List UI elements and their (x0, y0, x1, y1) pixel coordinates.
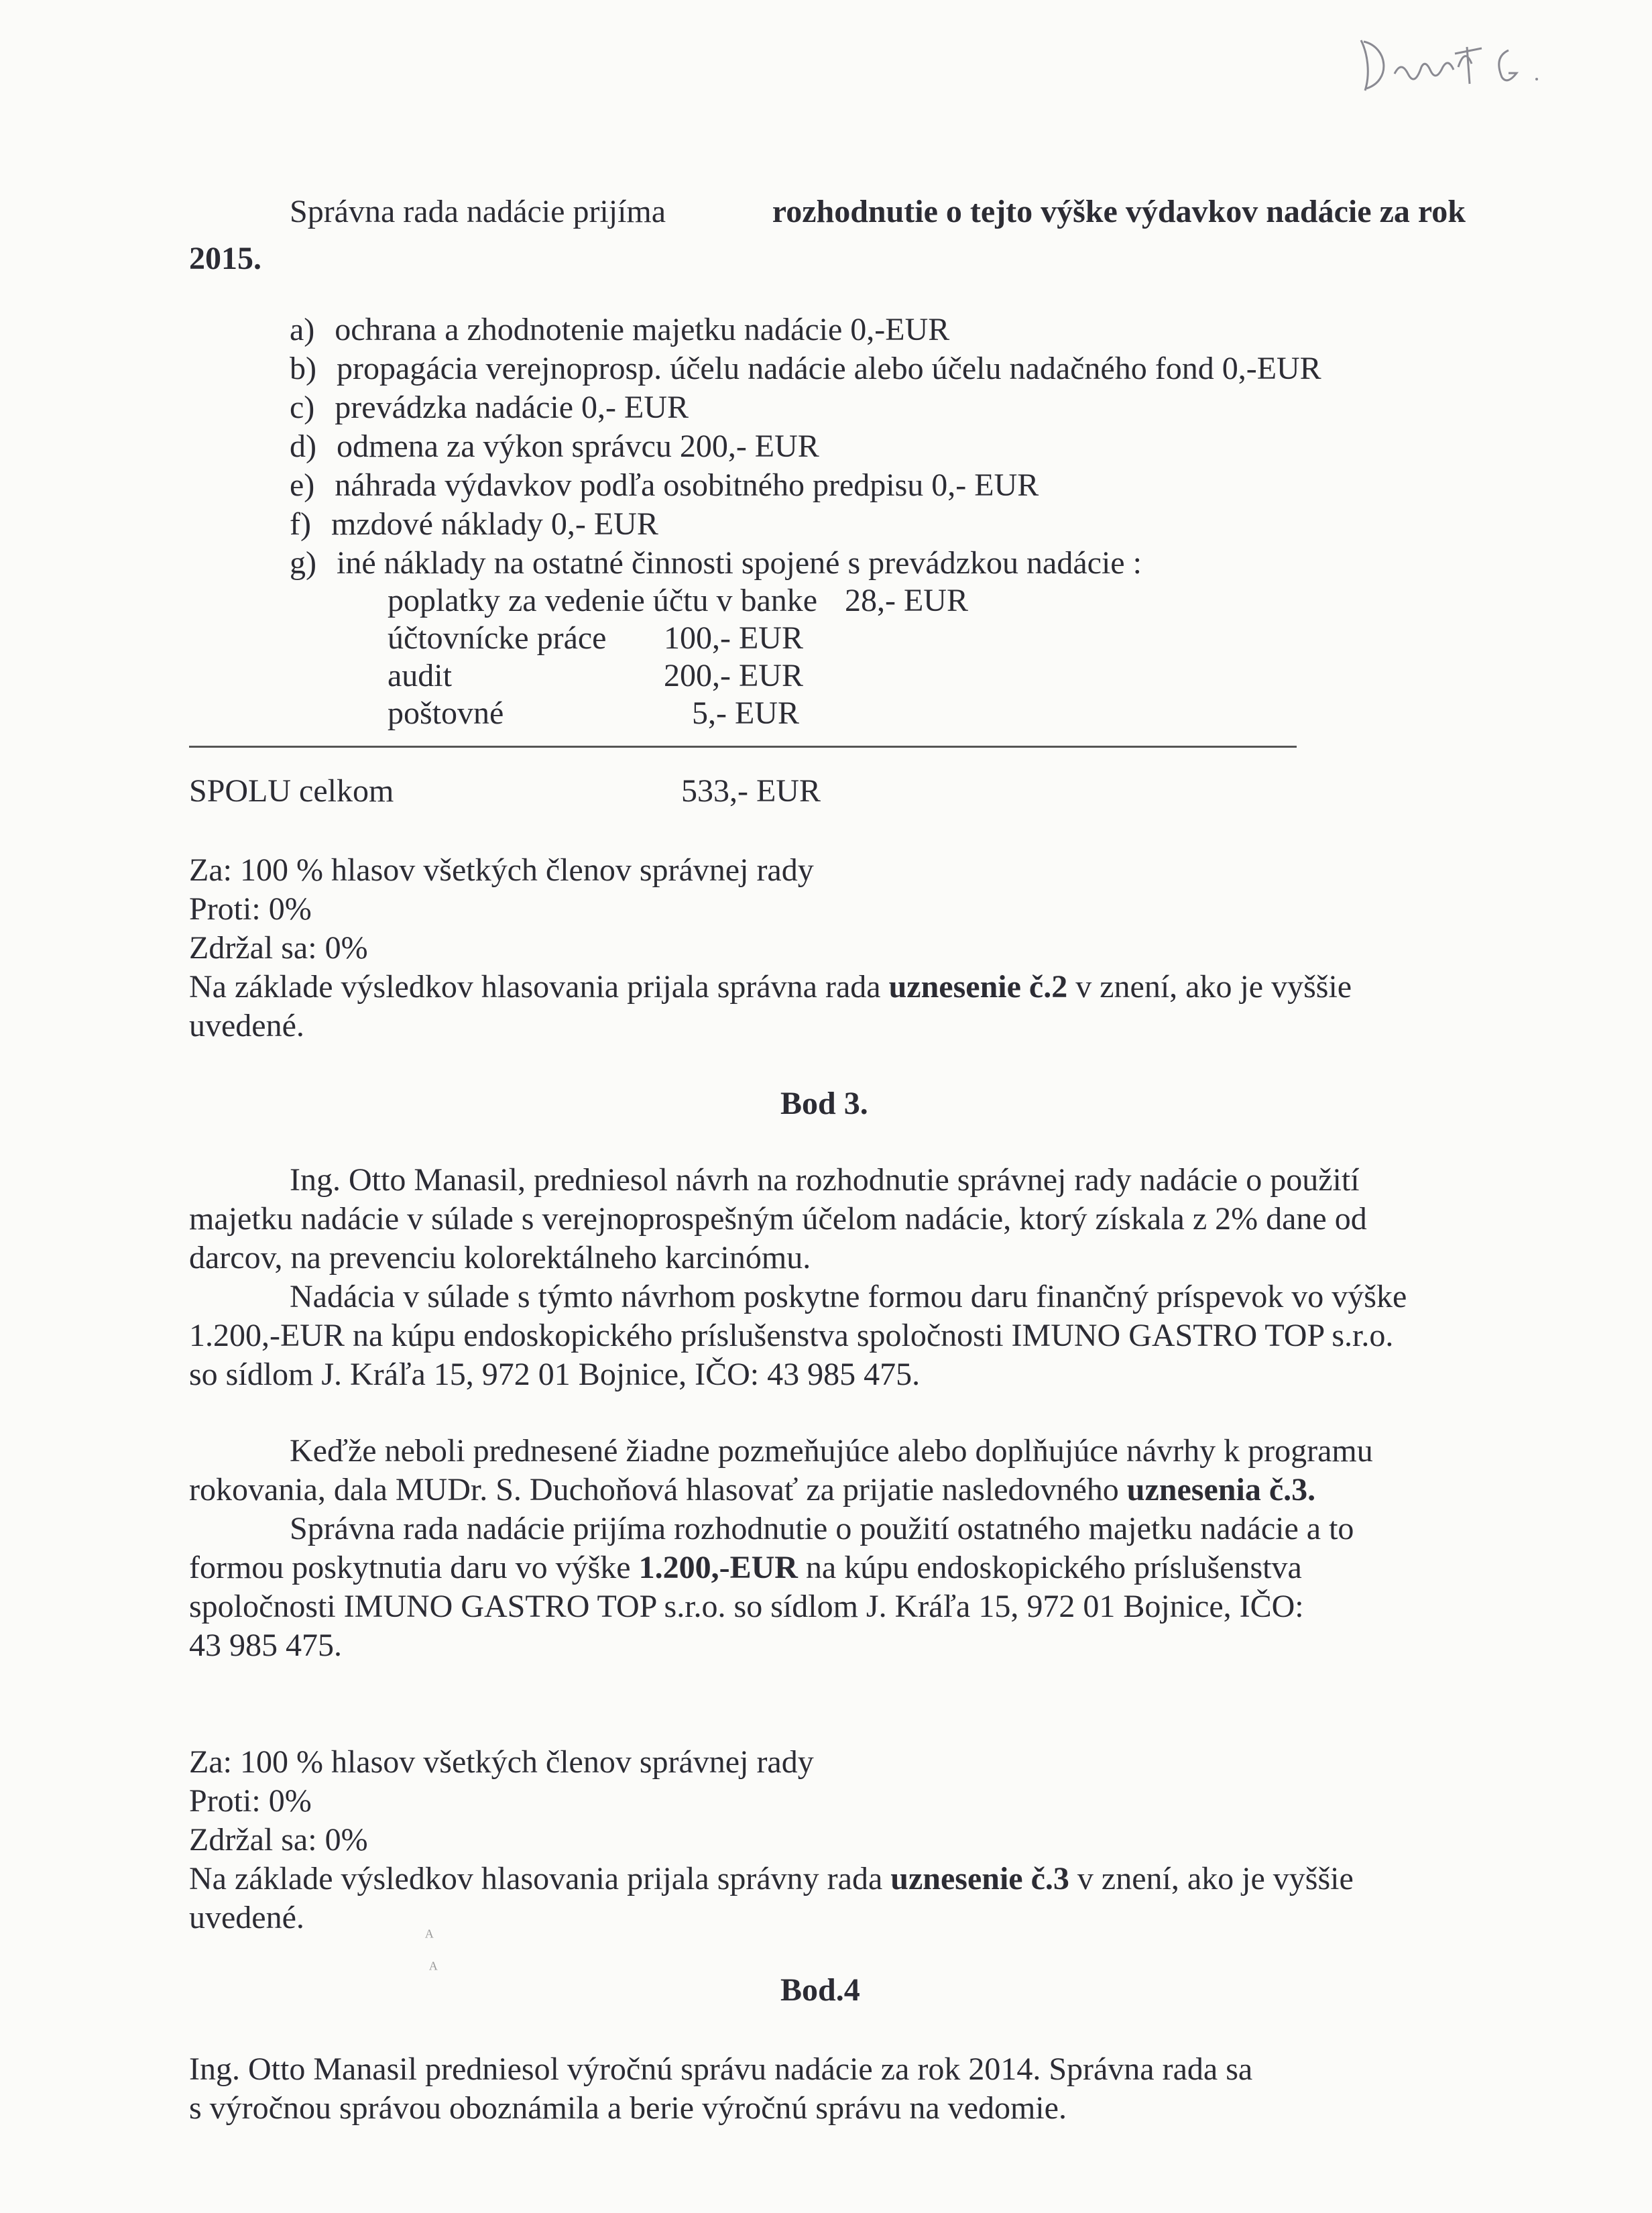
intro-year: 2015. (189, 241, 261, 276)
paragraph-text: rokovania, dala MUDr. S. Duchoňová hlasovať za prijatie nasledovného (189, 1472, 1127, 1508)
vote-za: Za: 100 % hlasov všetkých členov správnej rady (189, 1744, 814, 1780)
item-text: mzdové náklady 0,- EUR (331, 506, 658, 542)
list-item (290, 469, 1039, 502)
subitem-label: účtovnícke práce (388, 620, 607, 656)
list-item (290, 392, 689, 424)
paragraph-text: na kúpu endoskopického príslušenstva (797, 1550, 1302, 1585)
item-text: prevádzka nadácie 0,- EUR (335, 390, 689, 425)
paragraph-line: Správna rada nadácie prijíma rozhodnutie o použití ostatného majetku nadácie a to (290, 1511, 1354, 1546)
paragraph-line: majetku nadácie v súlade s verejnoprospešným účelom nadácie, ktorý získala z 2% dane od (189, 1201, 1367, 1237)
vote-result-end: uvedené. (189, 1008, 304, 1043)
paragraph-text: Ing. Otto Manasil, predniesol návrh na rozhodnutie správnej rady nadácie o použití (290, 1162, 1360, 1198)
item-letter: c) (290, 390, 315, 425)
paragraph-line: spoločnosti IMUNO GASTRO TOP s.r.o. so sídlom J. Kráľa 15, 972 01 Bojnice, IČO: (189, 1589, 1304, 1624)
paragraph-line: s výročnou správou oboznámila a berie výročnú správu na vedomie. (189, 2090, 1067, 2126)
subitem-label: audit (388, 658, 452, 693)
vote-result-bold: uznesenie č.3 (890, 1861, 1069, 1896)
vote-result-line (189, 1863, 1354, 1895)
vote-zdrzal: Zdržal sa: 0% (189, 1822, 368, 1858)
item-letter: b) (290, 351, 316, 386)
vote-result-end: uvedené. (189, 1900, 304, 1935)
paragraph-line (189, 1474, 1315, 1506)
subitem-label: poštovné (388, 695, 504, 731)
item-letter: a) (290, 312, 315, 347)
paragraph-line: darcov, na prevenciu kolorektálneho karcinómu. (189, 1240, 811, 1275)
handwritten-signature (1341, 27, 1555, 101)
list-item (290, 314, 949, 346)
subitem-amount: 200,- EUR (664, 658, 803, 693)
scan-speck: ᴬ (425, 1926, 434, 1948)
paragraph-line: Nadácia v súlade s týmto návrhom poskytne formou daru finančný príspevok vo výške (290, 1279, 1407, 1314)
item-letter: f) (290, 506, 311, 542)
paragraph-line (189, 1552, 1302, 1584)
item-letter: e) (290, 467, 315, 503)
vote-result-bold: uznesenie č.2 (888, 969, 1068, 1005)
subitem-amount: 100,- EUR (664, 620, 803, 656)
item-text: iné náklady na ostatné činnosti spojené s prevádzkou nadácie : (336, 545, 1142, 581)
item-text: ochrana a zhodnotenie majetku nadácie 0,-EUR (335, 312, 950, 347)
item-text: odmena za výkon správcu 200,- EUR (336, 429, 819, 464)
list-item (290, 353, 1321, 385)
item-text: propagácia verejnoprosp. účelu nadácie alebo účelu nadačného fond 0,-EUR (336, 351, 1321, 386)
subitem-amount: 28,- EUR (845, 583, 968, 618)
vote-result-lead: Na základe výsledkov hlasovania prijala správna rada (189, 969, 889, 1005)
section-heading: Bod.4 (780, 1972, 860, 2008)
subitem-amount: 5,- EUR (692, 695, 799, 731)
scan-speck: ᴬ (429, 1958, 438, 1980)
vote-result-line (189, 971, 1352, 1003)
vote-za: Za: 100 % hlasov všetkých členov správnej rady (189, 852, 814, 888)
intro-line (290, 196, 1466, 228)
vote-result-lead: Na základe výsledkov hlasovania prijala správny rada (189, 1861, 891, 1896)
paragraph-line (290, 1164, 1466, 1196)
intro-bold: rozhodnutie o tejto výške výdavkov nadácie za rok (772, 194, 1466, 229)
paragraph-line: Keďže neboli prednesené žiadne pozmeňujúce alebo doplňujúce návrhy k programu (290, 1433, 1373, 1469)
vote-result-tail: v znení, ako je vyššie (1067, 969, 1352, 1005)
vote-proti: Proti: 0% (189, 891, 312, 927)
item-letter: d) (290, 429, 316, 464)
paragraph-line: 43 985 475. (189, 1628, 342, 1663)
total-amount: 533,- EUR (681, 773, 821, 809)
vote-result-tail: v znení, ako je vyššie (1069, 1861, 1354, 1896)
paragraph-text: formou poskytnutia daru vo výške (189, 1550, 639, 1585)
total-label: SPOLU celkom (189, 773, 394, 809)
section-heading: Bod 3. (780, 1086, 868, 1121)
paragraph-bold: uznesenia č.3. (1126, 1472, 1316, 1508)
list-item (290, 508, 658, 541)
list-item (290, 547, 1142, 579)
vote-proti: Proti: 0% (189, 1783, 312, 1819)
paragraph-line: Ing. Otto Manasil predniesol výročnú správu nadácie za rok 2014. Správna rada sa (189, 2051, 1253, 2087)
item-text: náhrada výdavkov podľa osobitného predpisu 0,- EUR (335, 467, 1039, 503)
vote-zdrzal: Zdržal sa: 0% (189, 930, 368, 966)
intro-lead: Správna rada nadácie prijíma (290, 194, 666, 229)
sum-divider (189, 746, 1297, 748)
item-letter: g) (290, 545, 316, 581)
list-item (290, 431, 819, 463)
subitem-label: poplatky za vedenie účtu v banke (388, 583, 818, 618)
paragraph-line: so sídlom J. Kráľa 15, 972 01 Bojnice, IČO: 43 985 475. (189, 1357, 921, 1392)
paragraph-line: 1.200,-EUR na kúpu endoskopického príslušenstva spoločnosti IMUNO GASTRO TOP s.r.o. (189, 1318, 1394, 1353)
paragraph-bold: 1.200,-EUR (638, 1550, 798, 1585)
